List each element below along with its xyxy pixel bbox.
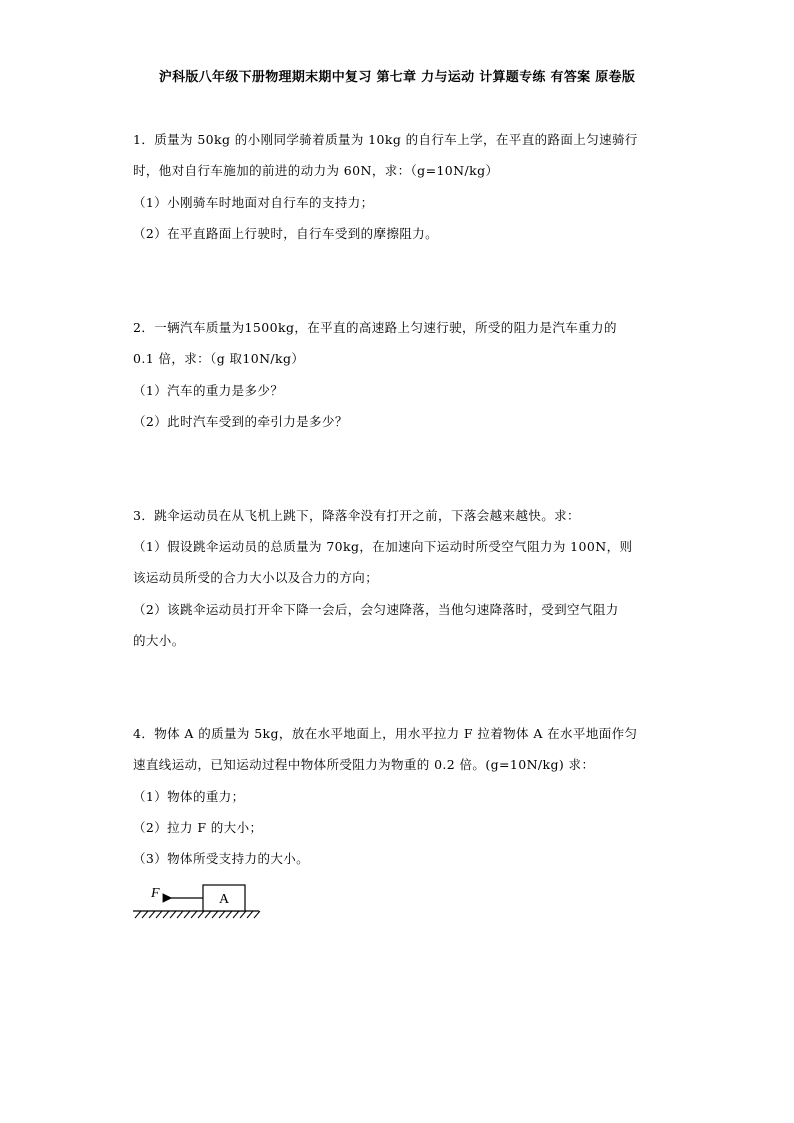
q4-part-2: （2）拉力 F 的大小； [133,820,263,835]
q3-part-2-line-a: （2）该跳伞运动员打开伞下降一会后，会匀速降落，当他匀速降落时，受到空气阻力 [133,602,619,617]
q4-part-3: （3）物体所受支持力的大小。 [133,851,310,866]
q4-line-2: 速直线运动，已知运动过程中物体所受阻力为物重的 0.2 倍。(g=10N/kg) 求： [133,757,595,772]
force-diagram [133,876,273,926]
q3-part-1-line-a: （1）假设跳伞运动员的总质量为 70kg，在加速向下运动时所受空气阻力为 100N，则 [133,539,633,554]
q1-line-1: 1．质量为 50kg 的小刚同学骑着质量为 10kg 的自行车上学，在平直的路面上匀速骑行 [133,132,638,147]
q4-part-1: （1）物体的重力； [133,789,245,804]
q3-part-2-line-b: 的大小。 [133,633,185,648]
ground-hatching [135,911,260,918]
q3-line-1: 3．跳伞运动员在从飞机上跳下，降落伞没有打开之前，下落会越来越快。求： [133,508,580,523]
q1-line-2: 时，他对自行车施加的前进的动力为 60N，求：（g=10N/kg） [133,163,499,178]
q2-line-1: 2．一辆汽车质量为1500kg，在平直的高速路上匀速行驶，所受的阻力是汽车重力的 [133,320,617,335]
block-a-label: A [218,892,230,907]
q4-line-1: 4．物体 A 的质量为 5kg，放在水平地面上，用水平拉力 F 拉着物体 A 在水平地面作匀 [133,726,638,741]
document-title: 沪科版八年级下册物理期末期中复习 第七章 力与运动 计算题专练 有答案 原卷版 [158,70,636,85]
q1-part-1: （1）小刚骑车时地面对自行车的支持力； [133,195,374,210]
q1-part-2: （2）在平直路面上行驶时，自行车受到的摩擦阻力。 [133,226,439,241]
q2-part-1: （1）汽车的重力是多少？ [133,383,284,398]
force-label: F [151,886,160,901]
q2-line-2: 0.1 倍，求：（g 取10N/kg） [133,351,305,366]
q2-part-2: （2）此时汽车受到的牵引力是多少？ [133,414,348,429]
q3-part-1-line-b: 该运动员所受的合力大小以及合力的方向； [133,570,379,585]
